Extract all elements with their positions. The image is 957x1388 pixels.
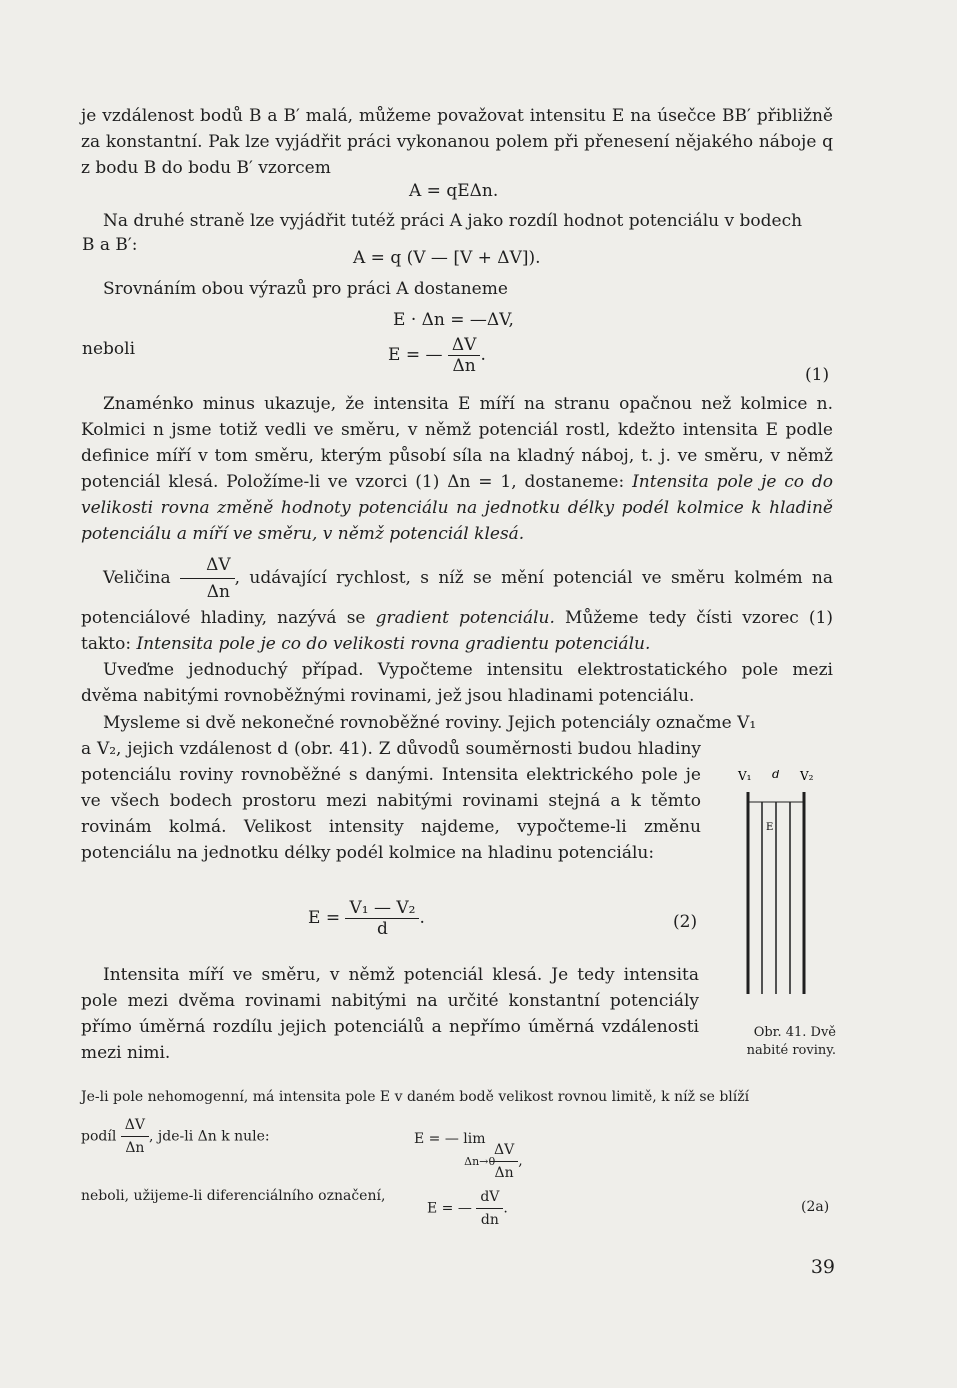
p7-b: a V₂, jejich vzdálenost d (obr. 41). Z důvodů souměrnosti budou hladiny potenciálu roviny rovnoběžné s danými. Intensita elektrického pole je ve všech bodech prostoru mezi nabitými rovinami stejná a k těmto rovinám kolmá. Velikost intensity najdeme, vypočteme-li změnu potenciálu na jednotku délky podél kolmice na hladinu potenciálu: [81,739,701,863]
equation-1: E = — $\frac{\Delta V}{\Delta n}$ . [388,335,486,376]
eq1-fraction [448,335,481,376]
eq6-sub: Δn→0 [464,1155,496,1168]
neboli: neboli [82,339,136,359]
eq6-den: Δn [494,1164,514,1181]
equation-differential [427,1186,508,1231]
p3: Srovnáním obou výrazů pro práci A dostaneme [103,279,508,299]
equation-limit [414,1128,523,1184]
page-number: 39 [810,1256,835,1278]
p5-a: Veličina [103,568,171,588]
paragraph-6 [81,657,833,709]
eq7-left: E = — [427,1200,472,1217]
p4: Znaménko minus ukazuje, že intensita E míří na stranu opačnou než kolmice n. Kolmici n jsme totiž vedli ve směru, v němž potenciál rostl, kdežto intensita E podle definice míří v tom směru, kterým působí síla na kladný náboj, t. j. ve směru, v němž potenciál klesá. Položíme-li ve vzorci (1) Δn = 1, dostaneme: [81,394,833,492]
eq2-fraction [345,898,419,939]
paragraph-7b [81,736,701,866]
note2-den: Δn [125,1140,145,1156]
eq2-left: E = [308,908,341,928]
eq7-right: . [503,1200,508,1217]
label-v2: V₂ [800,770,814,783]
paragraph-7a [81,710,833,736]
equation-potential: A = q (V — [V + ΔV]). [353,248,541,268]
eq2-num: V₁ — V₂ [345,898,419,919]
equation-2-label: (2) [673,912,698,932]
equation-compare: E · Δn = —ΔV, [393,310,514,330]
p5-num: ΔV [180,552,235,579]
p5-fraction [180,552,235,605]
p5-italic: Intensita pole je co do velikosti rovna gradientu potenciálu. [136,634,651,654]
eq1-num: ΔV [448,335,481,356]
paragraph-1 [81,103,833,181]
label-e: E [766,822,774,833]
p2b: B a B′: [82,235,138,255]
p5-b: , udávající rychlost, s níž se mění potenciál ve směru kolmém na potenciálové hladiny, nazývá se [81,568,833,628]
equation-2a-label: (2a) [801,1199,830,1215]
p8: Intensita míří ve směru, v němž potenciál klesá. Je tedy intensita pole mezi dvěma rovinami nabitými na určité konstantní potenciály přímo úměrná rozdílu jejich potenciálů a nepřímo úměrná vzdálenosti mezi nimi. [81,965,699,1063]
eq1-den: Δn [452,356,476,376]
note3: neboli, užijeme-li diferenciálního označení, [81,1188,386,1204]
eq6-num: ΔV [490,1139,518,1162]
note-1 [81,1086,833,1108]
eq2-den: d [377,919,388,939]
note2-fraction [121,1114,149,1159]
note2-b: , jde-li Δn k nule: [149,1128,270,1145]
p5-c: Můžeme tedy čísti vzorec (1) takto: [81,608,834,654]
figure-caption: Obr. 41. Dvě nabité roviny. [746,1025,836,1058]
note1: Je-li pole nehomogenní, má intensita pole E v daném bodě velikost rovnou limitě, k níž se blíží [81,1089,750,1105]
paragraph-5 [81,552,833,657]
paragraph-2 [81,208,833,234]
p5-den: Δn [206,582,230,602]
eq7-den: dn [480,1212,499,1228]
eq6-right: , [518,1153,523,1169]
p7-a: Mysleme si dvě nekonečné rovnoběžné roviny. Jejich potenciály označme V₁ [103,713,757,733]
p1: je vzdálenost bodů B a B′ malá, můžeme považovat intensitu E na úsečce BB′ přibližně za konstantní. Pak lze vyjádřit práci vykonanou polem při přenesení nějakého náboje q z bodu B do bodu B′ vzorcem [81,106,833,178]
note2-a: podíl [81,1128,117,1145]
equation-2: E = $\frac{\text{V₁ — V₂}}{d}$ . [308,898,425,939]
eq7-fraction [476,1186,503,1231]
paragraph-8 [81,962,699,1066]
eq1-left: E = — [388,345,443,365]
p5-term: gradient potenciálu. [375,608,555,628]
label-v1: V₁ [738,770,752,783]
equation-work: A = qEΔn. [409,181,499,201]
p4-italic: Intensita pole je co do velikosti rovna změně hodnoty potenciálu na jednotku délky podél kolmice k hladině potenciálu a míří ve směru, v němž potenciál klesá. [81,472,834,544]
paragraph-4 [81,391,833,547]
label-d: d [772,770,780,781]
eq7-num: dV [476,1186,503,1209]
p2: Na druhé straně lze vyjádřit tutéž práci A jako rozdíl hodnot potenciálu v bodech [103,211,803,231]
p6: Uveďme jednoduchý případ. Vypočteme intensitu elektrostatického pole mezi dvěma nabitými rovnoběžnými rovinami, jež jsou hladinami potenciálu. [81,660,833,706]
equation-1-label: (1) [805,365,830,385]
paragraph-3 [81,276,833,302]
eq6-left: E = — lim [414,1131,486,1147]
note2-num: ΔV [121,1114,149,1137]
